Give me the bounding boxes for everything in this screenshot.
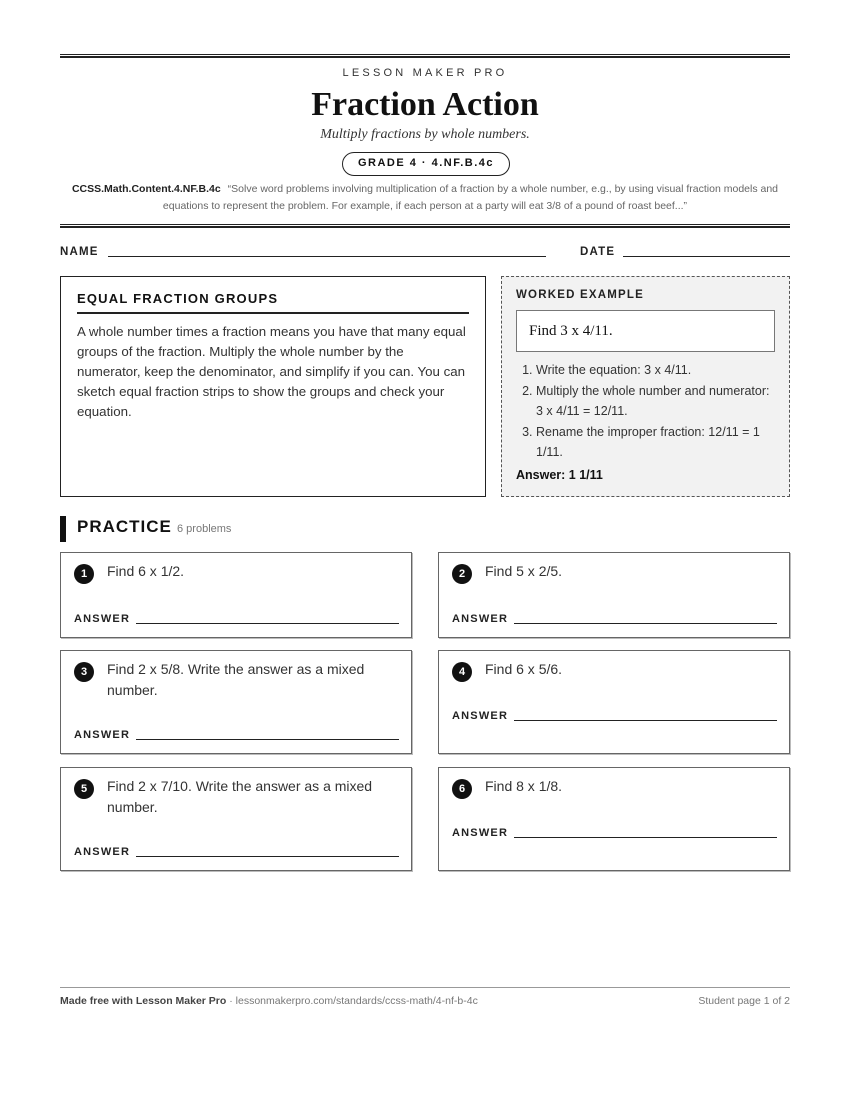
standard-description: [64, 181, 786, 215]
problem-card-3: [60, 650, 412, 754]
answer-label: ANSWER: [74, 846, 131, 858]
problem-number-badge: 4: [452, 662, 472, 682]
problem-card-5: [60, 767, 412, 871]
problem-text: Find 8 x 1/8.: [485, 778, 563, 794]
name-label: NAME: [60, 246, 99, 258]
problem-card-1: [60, 552, 412, 638]
footer-rule: [60, 987, 790, 988]
problem-text: Find 2 x 7/10. Write the answer as a mixed number.: [107, 778, 373, 815]
worked-example-box: [501, 276, 790, 497]
header-bottom-rule: [60, 224, 790, 228]
worksheet-subtitle: Multiply fractions by whole numbers.: [320, 127, 530, 142]
answer-field[interactable]: [136, 739, 399, 740]
worked-example-step: 3. Rename the improper fraction: 12/11 = 1 1/11.: [536, 422, 775, 462]
footer-page-label: Student page 1 of 2: [698, 995, 790, 1007]
grade-badge: GRADE 4 · 4.NF.B.4c: [342, 152, 510, 176]
answer-field[interactable]: [514, 837, 777, 838]
worksheet-title: Fraction Action: [311, 86, 539, 123]
date-label: DATE: [580, 246, 616, 258]
problem-number-badge: 2: [452, 564, 472, 584]
brand-name: LESSON MAKER PRO: [342, 67, 508, 79]
standard-code: CCSS.Math.Content.4.NF.B.4c: [71, 183, 221, 195]
concept-heading: EQUAL FRACTION GROUPS: [77, 291, 469, 314]
answer-label: ANSWER: [74, 729, 131, 741]
practice-accent-bar: [60, 516, 66, 542]
problem-text: Find 6 x 5/6.: [485, 661, 563, 677]
header-top-rule: [60, 54, 790, 58]
answer-label: ANSWER: [452, 827, 509, 839]
worked-example-step: 1. Write the equation: 3 x 4/11.: [536, 360, 775, 380]
footer-credit: [60, 995, 478, 1007]
answer-label: ANSWER: [74, 613, 131, 625]
problem-text: Find 5 x 2/5.: [485, 563, 563, 579]
concept-body: A whole number times a fraction means you have that many equal groups of the fraction. Multiply the whole number by the numerator, keep the denominator, and simplify if you can. You can sketch equal fraction strips to show the groups and check your equation.: [77, 324, 466, 419]
worked-example-answer: Answer: 1 1/11: [516, 468, 603, 482]
concept-box: [60, 276, 486, 497]
worked-example-heading: WORKED EXAMPLE: [516, 289, 644, 301]
footer-url[interactable]: · lessonmakerpro.com/standards/ccss-math/4-nf-b-4c: [226, 995, 478, 1007]
name-field[interactable]: [108, 256, 546, 257]
problem-card-2: [438, 552, 790, 638]
problem-number-badge: 6: [452, 779, 472, 799]
answer-field[interactable]: [514, 720, 777, 721]
answer-label: ANSWER: [452, 613, 509, 625]
problem-text: Find 2 x 5/8. Write the answer as a mixed number.: [107, 661, 365, 698]
problem-text: Find 6 x 1/2.: [107, 563, 185, 579]
worked-example-steps: [516, 360, 775, 462]
worked-example-prompt: Find 3 x 4/11.: [516, 310, 775, 352]
footer-made-with: Made free with Lesson Maker Pro: [60, 995, 227, 1007]
problem-card-6: [438, 767, 790, 871]
practice-count: 6 problems: [177, 523, 232, 535]
answer-label: ANSWER: [452, 710, 509, 722]
date-field[interactable]: [623, 256, 790, 257]
problem-card-4: [438, 650, 790, 754]
worked-example-step: 2. Multiply the whole number and numerator: 3 x 4/11 = 12/11.: [536, 381, 775, 421]
answer-field[interactable]: [136, 623, 399, 624]
practice-title: PRACTICE: [77, 517, 172, 536]
problem-number-badge: 3: [74, 662, 94, 682]
problem-number-badge: 1: [74, 564, 94, 584]
answer-field[interactable]: [514, 623, 777, 624]
answer-field[interactable]: [136, 856, 399, 857]
problem-number-badge: 5: [74, 779, 94, 799]
standard-text: “Solve word problems involving multiplication of a fraction by a whole number, e.g., by using visual fraction models and equations to represent the problem. For example, if each person at a party will eat 3/8 of a pound of roast beef...”: [162, 183, 779, 212]
